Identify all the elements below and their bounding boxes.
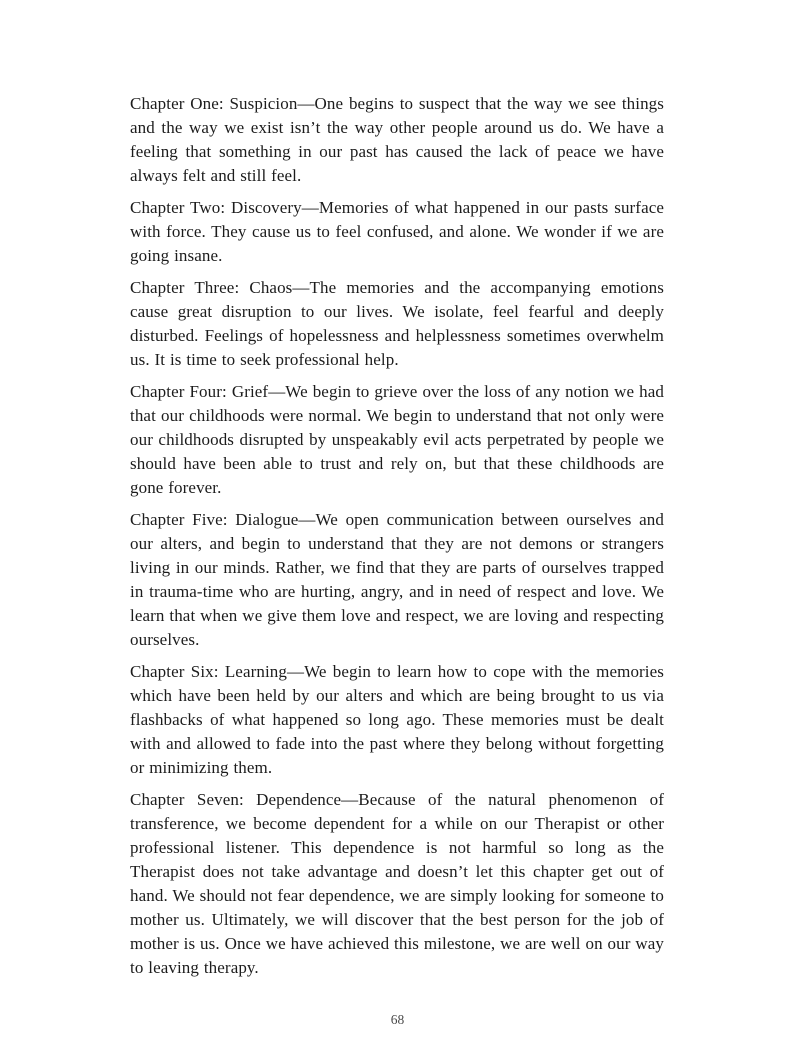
paragraph-chapter-five: Chapter Five: Dialogue—We open communication between ourselves and our alters, and begin to understand that they are not demons or strangers living in our minds. Rather, we find that they are parts of ourselves trapped in trauma-time who are hurting, angry, and in need of respect and love. We learn that when we give them love and respect, we are loving and respecting ourselves.	[130, 510, 664, 649]
paragraph-chapter-three: Chapter Three: Chaos—The memories and the accompanying emotions cause great disruption to our lives. We isolate, feel fearful and deeply disturbed. Feelings of hopelessness and helplessness sometimes overwhelm us. It is time to seek professional help.	[130, 278, 664, 369]
paragraph-chapter-one: Chapter One: Suspicion—One begins to suspect that the way we see things and the way we exist isn’t the way other people around us do. We have a feeling that something in our past has caused the lack of peace we have always felt and still feel.	[130, 94, 664, 185]
paragraph-chapter-seven: Chapter Seven: Dependence—Because of the natural phenomenon of transference, we become dependent for a while on our Therapist or other professional listener. This dependence is not harmful so long as the Therapist does not take advantage and doesn’t let this chapter get out of hand. We should not fear dependence, we are simply looking for someone to mother us. Ultimately, we will discover that the best person for the job of mother is us. Once we have achieved this milestone, we are well on our way to leaving therapy.	[130, 790, 664, 977]
paragraph-chapter-four: Chapter Four: Grief—We begin to grieve over the loss of any notion we had that our childhoods were normal. We begin to understand that not only were our childhoods disrupted by unspeakably evil acts perpetrated by people we should have been able to trust and rely on, but that these childhoods are gone forever.	[130, 382, 664, 497]
paragraph-chapter-six: Chapter Six: Learning—We begin to learn how to cope with the memories which have been held by our alters and which are being brought to us via flashbacks of what happened so long ago. These memories must be dealt with and allowed to fade into the past where they belong without forgetting or minimizing them.	[130, 662, 664, 777]
paragraph-chapter-two: Chapter Two: Discovery—Memories of what happened in our pasts surface with force. They cause us to feel confused, and alone. We wonder if we are going insane.	[130, 198, 664, 265]
page-body-text	[130, 92, 664, 988]
page-number: 68	[390, 1012, 405, 1027]
